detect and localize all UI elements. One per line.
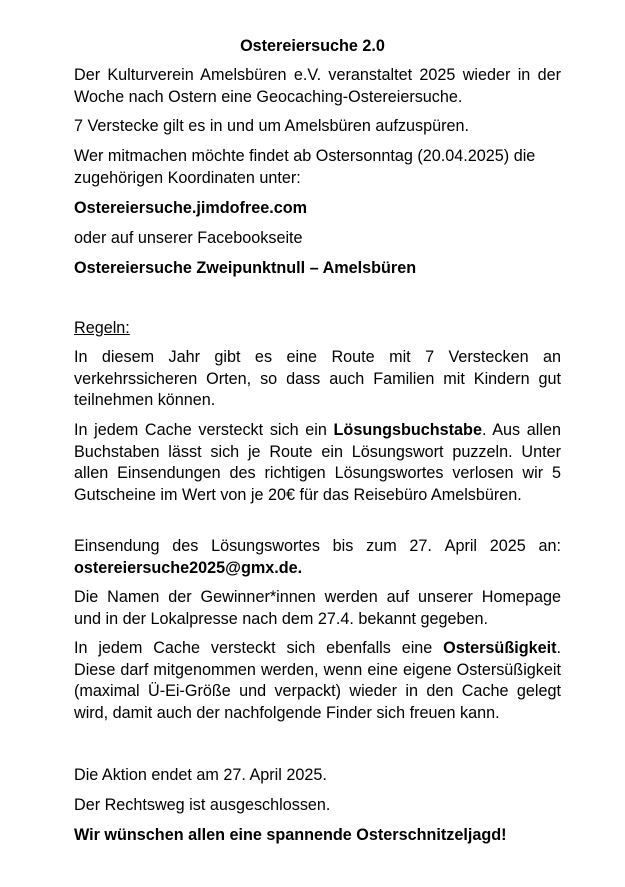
submission-email[interactable]: ostereiersuche2025@gmx.de. [74, 558, 303, 577]
rules-paragraph-4: Die Namen der Gewinner*innen werden auf unserer Homepage und in der Lokalpresse nach dem 27.4. bekannt gegeben. [74, 588, 561, 628]
submission-deadline: Einsendung des Lösungswortes bis zum 27. April 2025 an: [74, 537, 561, 555]
facebook-page-name: Ostereiersuche Zweipunktnull – Amelsbüren [74, 259, 417, 277]
rules-paragraph-3 [74, 536, 561, 579]
closing-end-date: Die Aktion endet am 27. April 2025. [74, 766, 327, 784]
closing-legal: Der Rechtsweg ist ausgeschlossen. [74, 796, 331, 814]
closing-wish: Wir wünschen allen eine spannende Osterschnitzeljagd! [74, 826, 507, 844]
rules-paragraph-1: In diesem Jahr gibt es eine Route mit 7 Verstecken an verkehrssicheren Orten, so dass auch Familien mit Kindern gut teilnehmen können. [74, 348, 561, 409]
rules-heading: Regeln: [74, 319, 130, 337]
intro-paragraph-2: 7 Verstecke gilt es in und um Amelsbüren aufzuspüren. [74, 117, 470, 135]
facebook-intro: oder auf unserer Facebookseite [74, 229, 303, 247]
easter-sweet-term: Ostersüßigkeit [443, 639, 557, 657]
rules-paragraph-5: In jedem Cache versteckt sich ebenfalls eine Ostersüßigkeit. Diese darf mitgenommen werden, wenn eine eigene Ostersüßigkeit (maximal Ü-Ei-Größe und verpackt) wieder in den Cache gelegt wird, damit auch der nachfolgende Finder sich freuen kann. [74, 639, 561, 722]
intro-paragraph-3: Wer mitmachen möchte findet ab Ostersonntag (20.04.2025) die zugehörigen Koordinaten unter: [74, 147, 536, 187]
rules-paragraph-2: In jedem Cache versteckt sich ein Lösungsbuchstabe. Aus allen Buchstaben lässt sich je Route ein Lösungswort puzzeln. Unter allen Einsendungen des richtigen Lösungswortes verlosen wir 5 Gutscheine im Wert von je 20€ für das Reisebüro Amelsbüren. [74, 421, 561, 504]
website-link[interactable]: Ostereiersuche.jimdofree.com [74, 199, 308, 217]
solution-letter-term: Lösungsbuchstabe [333, 421, 482, 439]
page-title: Ostereiersuche 2.0 [240, 37, 385, 55]
intro-paragraph-1: Der Kulturverein Amelsbüren e.V. veranstaltet 2025 wieder in der Woche nach Ostern eine Geocaching-Ostereiersuche. [74, 66, 561, 106]
